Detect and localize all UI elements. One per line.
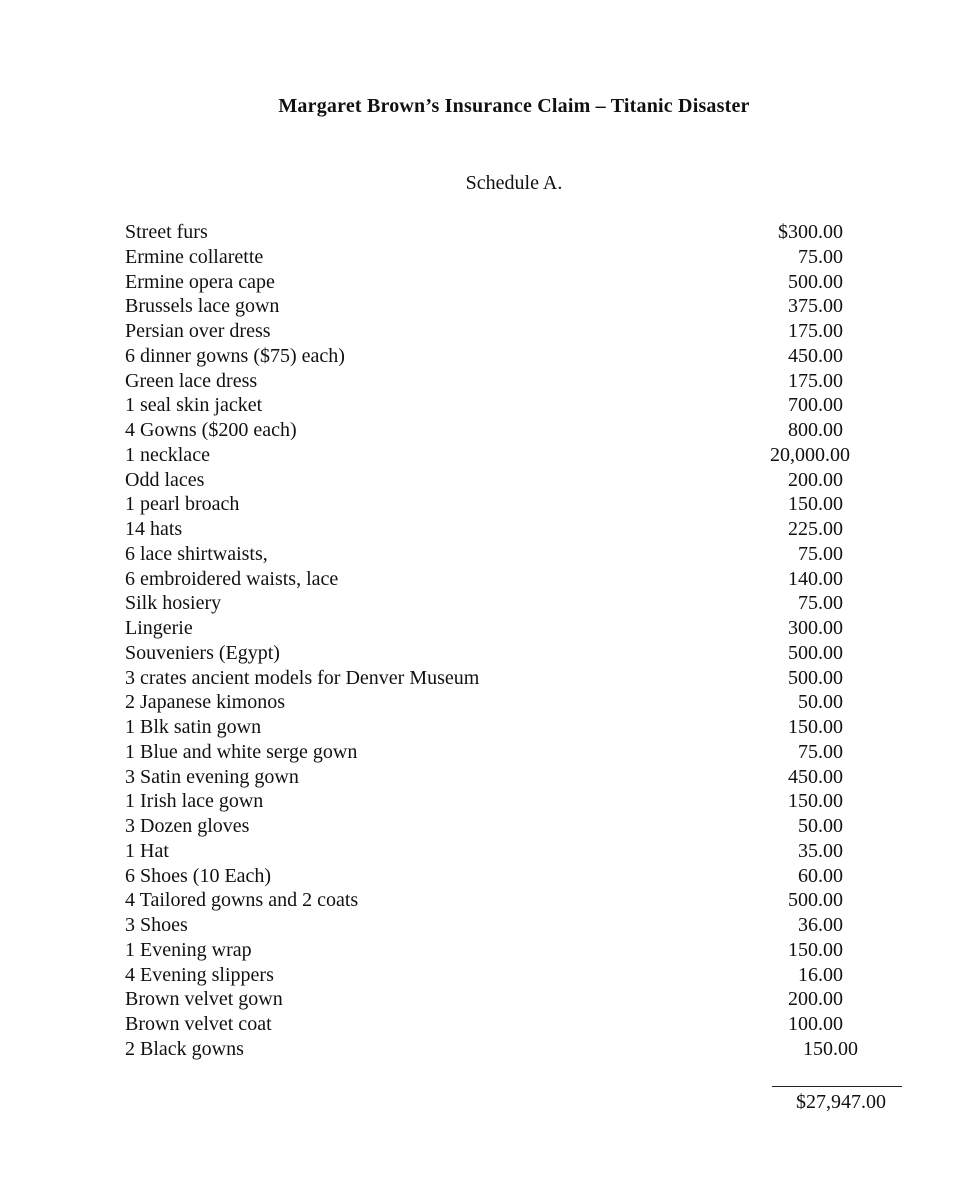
- claim-item-row: [125, 245, 860, 270]
- item-amount: 16.00: [798, 963, 843, 986]
- claim-item-row: [125, 393, 860, 418]
- item-name: 2 Japanese kimonos: [125, 691, 285, 714]
- item-name: Brussels lace gown: [125, 295, 280, 318]
- item-name: 3 Shoes: [125, 914, 188, 936]
- item-amount: 500.00: [788, 641, 843, 664]
- item-amount: 20,000.00: [770, 443, 850, 466]
- claim-item-row: [125, 938, 860, 963]
- item-amount: 175.00: [788, 320, 843, 342]
- item-name: Ermine collarette: [125, 245, 264, 268]
- item-amount: 150.00: [788, 716, 843, 738]
- claim-item-row: [125, 492, 860, 517]
- document-title: Margaret Brown’s Insurance Claim – Titanic Disaster: [278, 95, 750, 117]
- claim-item-row: [125, 591, 860, 616]
- item-amount: 200.00: [788, 468, 843, 491]
- claim-item-row: [125, 864, 860, 889]
- item-amount: 175.00: [788, 369, 843, 392]
- schedule-heading: Schedule A.: [465, 172, 563, 194]
- claim-item-row: [125, 765, 860, 790]
- claim-item-row: [125, 344, 860, 369]
- item-amount: 200.00: [788, 988, 843, 1011]
- claim-item-row: [125, 814, 860, 839]
- claim-item-row: [125, 789, 860, 814]
- item-name: Souveniers (Egypt): [125, 641, 280, 664]
- item-name: 4 Tailored gowns and 2 coats: [125, 889, 359, 912]
- claim-item-row: [125, 542, 860, 567]
- item-amount: 500.00: [788, 666, 843, 689]
- item-name: 6 lace shirtwaists,: [125, 542, 268, 565]
- total-amount: $27,947.00: [796, 1091, 886, 1113]
- item-amount: 60.00: [798, 864, 843, 887]
- item-name: Ermine opera cape: [125, 270, 275, 293]
- item-amount: 140.00: [788, 567, 843, 590]
- claim-item-row: [125, 1012, 860, 1037]
- claim-item-row: [125, 839, 860, 864]
- item-amount: 150.00: [803, 1037, 858, 1060]
- claim-item-row: [125, 641, 860, 666]
- claim-item-row: [125, 1037, 860, 1062]
- item-name: 4 Gowns ($200 each): [125, 419, 297, 441]
- claim-item-row: [125, 888, 860, 913]
- item-name: 2 Black gowns: [125, 1037, 244, 1060]
- item-name: Green lace dress: [125, 369, 258, 392]
- claim-item-row: [125, 666, 860, 691]
- item-amount: 75.00: [798, 542, 843, 565]
- item-name: 1 Blk satin gown: [125, 716, 262, 738]
- claim-item-row: [125, 715, 860, 740]
- item-amount: 225.00: [788, 518, 843, 540]
- item-amount: 150.00: [788, 790, 843, 813]
- claim-item-row: [125, 369, 860, 394]
- item-amount: 300.00: [788, 617, 843, 639]
- item-name: Street furs: [125, 221, 208, 243]
- item-amount: 100.00: [788, 1013, 843, 1035]
- item-name: 6 Shoes (10 Each): [125, 864, 272, 887]
- item-amount: 450.00: [788, 765, 843, 788]
- item-amount: 450.00: [788, 344, 843, 367]
- item-name: 3 Dozen gloves: [125, 815, 250, 837]
- item-name: 1 necklace: [125, 443, 210, 466]
- item-name: 1 Irish lace gown: [125, 790, 264, 813]
- total-divider: [772, 1086, 902, 1087]
- item-name: 1 pearl broach: [125, 493, 240, 516]
- item-name: 3 Satin evening gown: [125, 765, 299, 788]
- item-amount: 500.00: [788, 270, 843, 293]
- item-amount: 36.00: [798, 914, 843, 936]
- claim-item-row: [125, 963, 860, 988]
- claim-item-row: [125, 913, 860, 938]
- claim-item-row: [125, 987, 860, 1012]
- item-amount: 800.00: [788, 419, 843, 441]
- item-name: Silk hosiery: [125, 592, 222, 615]
- claim-item-row: [125, 270, 860, 295]
- claim-item-row: [125, 418, 860, 443]
- claim-item-row: [125, 468, 860, 493]
- item-name: 1 seal skin jacket: [125, 394, 263, 417]
- item-amount: 150.00: [788, 493, 843, 516]
- item-amount: 75.00: [798, 592, 843, 615]
- claim-item-row: [125, 567, 860, 592]
- item-amount: 150.00: [788, 938, 843, 961]
- claim-item-row: [125, 740, 860, 765]
- item-name: 6 dinner gowns ($75) each): [125, 344, 345, 367]
- item-name: 1 Hat: [125, 839, 169, 862]
- item-amount: $300.00: [778, 221, 843, 243]
- claim-item-row: [125, 690, 860, 715]
- item-amount: 375.00: [788, 295, 843, 318]
- item-name: Brown velvet gown: [125, 988, 283, 1011]
- item-name: 6 embroidered waists, lace: [125, 567, 339, 590]
- item-amount: 500.00: [788, 889, 843, 912]
- item-name: Persian over dress: [125, 320, 271, 342]
- item-amount: 35.00: [798, 839, 843, 862]
- claim-item-row: [125, 517, 860, 542]
- claim-item-row: [125, 220, 860, 245]
- item-amount: 50.00: [798, 691, 843, 714]
- item-name: 4 Evening slippers: [125, 963, 274, 986]
- item-name: Odd laces: [125, 468, 205, 491]
- item-name: 1 Blue and white serge gown: [125, 740, 358, 763]
- item-name: 3 crates ancient models for Denver Museum: [125, 666, 480, 689]
- item-name: Brown velvet coat: [125, 1013, 272, 1035]
- item-amount: 700.00: [788, 394, 843, 417]
- item-amount: 50.00: [798, 815, 843, 837]
- claim-item-row: [125, 616, 860, 641]
- item-name: 1 Evening wrap: [125, 938, 252, 961]
- item-name: Lingerie: [125, 617, 193, 639]
- item-name: 14 hats: [125, 518, 183, 540]
- claim-item-row: [125, 319, 860, 344]
- claim-item-row: [125, 443, 860, 468]
- claim-item-row: [125, 294, 860, 319]
- claim-items-list: [125, 220, 860, 1062]
- item-amount: 75.00: [798, 245, 843, 268]
- item-amount: 75.00: [798, 740, 843, 763]
